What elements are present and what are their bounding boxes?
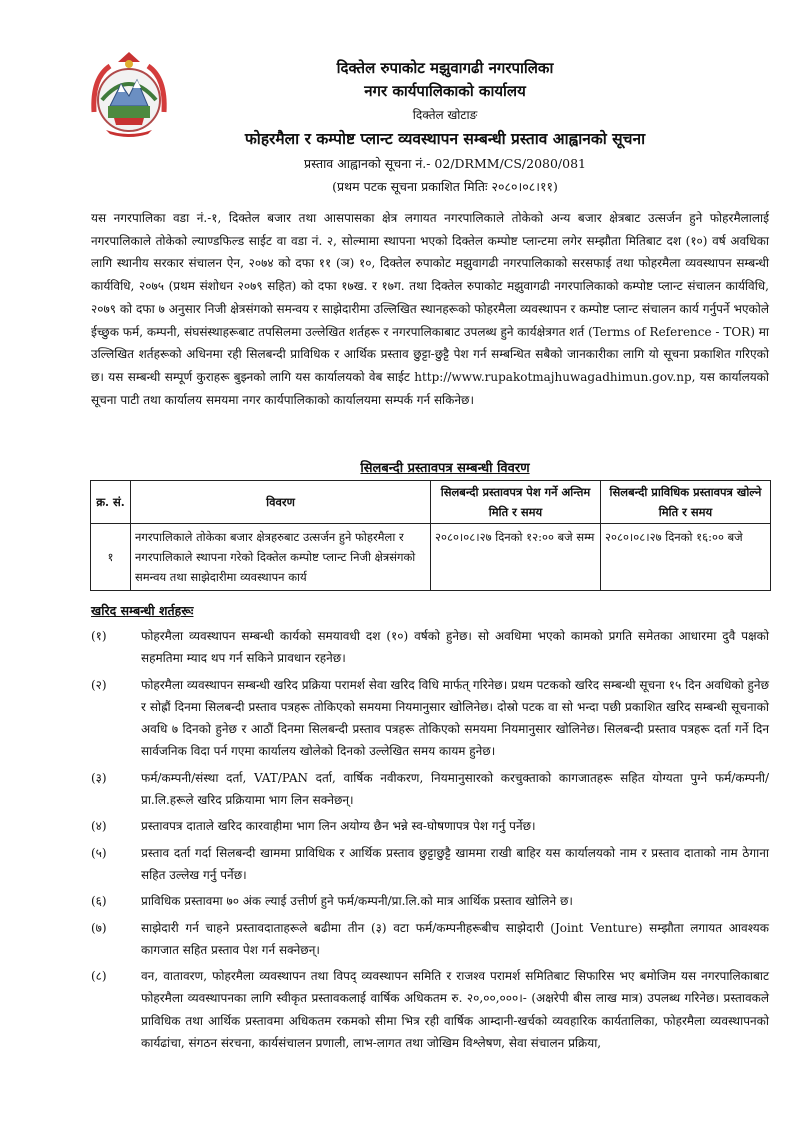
term-text: प्राविधिक प्रस्तावमा ७० अंक ल्याई उत्तीर्ण हुने फर्म/कम्पनी/प्रा.लि.को मात्र आर्थिक प्रस्ताव खोलिने छ। — [141, 894, 573, 909]
table-row — [91, 524, 771, 591]
term-text: प्रस्ताव दर्ता गर्दा सिलबन्दी खाममा प्राविधिक र आर्थिक प्रस्ताव छुट्टाछुट्टै खाममा राखी बाहिर यस कार्यालयको नाम र प्रस्ताव दाताको नाम ठेगाना सहित उल्लेख गर्नु पर्नेछ। — [141, 845, 769, 882]
term-text: फोहरमैला व्यवस्थापन सम्बन्धी कार्यको समयावधी दश (१०) वर्षको हुनेछ। सो अवधिमा भएको कामको प्रगति समेतका आधारमा दुवै पक्षको सहमतिमा म्याद थप गर्न सकिने प्रावधान रहनेछ। — [141, 629, 769, 666]
row-submission: २०८०।०८।२७ दिनको १२:०० बजे सम्म — [431, 524, 601, 591]
office-name: नगर कार्यपालिकाको कार्यालय — [364, 82, 526, 100]
header-submission: सिलबन्दी प्रस्तावपत्र पेश गर्ने अन्तिम मिति र समय — [431, 481, 601, 524]
municipality-name: दिक्तेल रुपाकोट मझुवागढी नगरपालिका — [336, 59, 554, 77]
term-number: (८) — [91, 969, 107, 984]
notice-number: प्रस्ताव आह्वानको सूचना नं.- 02/DRMM/CS/2080/081 — [303, 156, 587, 171]
term-number: (१) — [91, 629, 107, 643]
list-item — [91, 674, 769, 763]
term-text: प्रस्तावपत्र दाताले खरिद कारवाहीमा भाग लिन अयोग्य छैन भन्ने स्व-घोषणापत्र पेश गर्नु पर्नेछ। — [141, 819, 536, 834]
list-item — [91, 965, 769, 1054]
term-text: फर्म/कम्पनी/संस्था दर्ता, VAT/PAN दर्ता, वार्षिक नवीकरण, नियमानुसारको करचुक्ताको कागजातहरू सहित योग्यता पुग्ने फर्म/कम्पनी/प्रा.लि.हरूले खरिद प्रक्रियामा भाग लिन सक्नेछन्। — [141, 770, 769, 808]
list-item — [91, 625, 769, 670]
terms-title: खरिद सम्बन्धी शर्तहरूः — [91, 603, 194, 618]
row-description: नगरपालिकाले तोकेका बजार क्षेत्रहरुबाट उत्सर्जन हुने फोहरमैला र नगरपालिकाले स्थापना गरेको दिक्तेल कम्पोष्ट प्लान्ट निजी क्षेत्रसंगको समन्वय तथा साझेदारीमा व्यवस्थापन कार्य — [131, 524, 431, 591]
header-description: विवरण — [131, 481, 431, 524]
term-number: (६) — [91, 894, 107, 909]
office-location: दिक्तेल खोटाङ — [412, 108, 478, 122]
notice-title: फोहरमैला र कम्पोष्ट प्लान्ट व्यवस्थापन सम्बन्धी प्रस्ताव आह्वानको सूचना — [244, 129, 646, 148]
row-sn: १ — [91, 524, 131, 591]
list-item — [91, 767, 769, 812]
term-number: (३) — [91, 770, 107, 785]
nepal-emblem-icon — [88, 48, 170, 138]
table-title: सिलबन्दी प्रस्तावपत्र सम्बन्धी विवरण — [360, 461, 530, 476]
table-header-row — [91, 481, 771, 524]
term-number: (५) — [91, 845, 107, 860]
list-item — [91, 815, 769, 837]
term-number: (७) — [91, 920, 107, 935]
header-opening: सिलबन्दी प्राविधिक प्रस्तावपत्र खोल्ने मिति र समय — [601, 481, 771, 524]
list-item — [91, 842, 769, 887]
list-item — [91, 917, 769, 962]
term-number: (२) — [91, 677, 107, 692]
publish-date: (प्रथम पटक सूचना प्रकाशित मितिः २०८०।०८।११) — [332, 179, 558, 194]
header-sn: क्र. सं. — [91, 481, 131, 524]
row-opening: २०८०।०८।२७ दिनको १६:०० बजे — [601, 524, 771, 591]
notice-body: यस नगरपालिका वडा नं.-१, दिक्तेल बजार तथा आसपासका क्षेत्र लगायत नगरपालिकाले तोकेको अन्य बजार क्षेत्रबाट उत्सर्जन हुने फोहरमैलालाई नगरपालिकाले तोकेको ल्याण्डफिल्ड साईट वा वडा नं. २, सोल्मामा स्थापना भएको दिक्तेल कम्पोष्ट प्लान्टमा लगेर सम्झौता मितिबाट दश (१०) वर्ष अवधिका लागि स्थानीय सरकार संचालन ऐन, २०७४ को दफा ११ (ञ) १०, दिक्तेल रुपाकोट मझुवागढी नगरपालिकाको सरसफाई तथा फोहरमैला व्यवस्थापन सम्बन्धी कार्यविधि, २०७५ (प्रथम संशोधन २०७९ सहित) को दफा १७ख. र १७ग. तथा दिक्तेल रुपाकोट मझुवागढी नगरपालिकाको कम्पोष्ट प्लान्ट संचालन कार्यविधि, २०७९ को दफा ७ अनुसार निजी क्षेत्रसंगको समन्वय र साझेदारीमा उल्लिखित स्थानहरूको फोहरमैला व्यवस्थापन र कम्पोष्ट प्लान्ट संचालन कार्य गर्नुपर्ने भएकोले ईच्छुक फर्म, कम्पनी, संघसंस्थाहरूबाट तपसिलमा उल्लेखित शर्तहरू र नगरपालिकाबाट उपलब्ध हुने कार्यक्षेत्रगत शर्त (Terms of Reference - TOR) मा उल्लिखित शर्तहरूको अधिनमा रही सिलबन्दी प्राविधिक र आर्थिक प्रस्ताव छुट्टा-छुट्टै पेश गर्न सम्बन्धित सबैको जानकारीका लागि यो सूचना प्रकाशित गरिएको छ। यस सम्बन्धी सम्पूर्ण कुराहरू बुझ्नको लागि यस कार्यालयको वेब साईट http://www.rupakotmajhuwagadhimun.gov.np, यस कार्यालयको सूचना पाटी तथा कार्यालय समयमा नगर कार्यपालिकाको कार्यालयमा सम्पर्क गर्न सकिनेछ। — [91, 211, 769, 407]
terms-list — [91, 625, 769, 1058]
bid-schedule-table — [90, 480, 771, 591]
term-text: साझेदारी गर्न चाहने प्रस्तावदाताहरूले बढीमा तीन (३) वटा फर्म/कम्पनीहरूबीच साझेदारी (Joint Venture) सम्झौता लगायत आवश्यक कागजात सहित प्रस्ताव पेश गर्न सक्नेछन्। — [141, 920, 769, 957]
term-text: फोहरमैला व्यवस्थापन सम्बन्धी खरिद प्रक्रिया परामर्श सेवा खरिद विधि मार्फत् गरिनेछ। प्रथम पटकको खरिद सम्बन्धी सूचना १५ दिन अवधिको हुनेछ र सोह्रौं दिनमा सिलबन्दी प्रस्ताव पत्रहरू तोकिएको समयमा नियमानुसार खोलिनेछ। दोस्रो पटक वा सो भन्दा पछी प्रकाशित खरिद सम्बन्धी सूचनाको अवधि ७ दिनको हुनेछ र आठौं दिनमा सिलबन्दी प्रस्ताव पत्रहरू तोकिएको समयमा नियमानुसार खोलिनेछ। सिलबन्दी प्रस्ताव पत्रहरू दर्ता गर्ने दिन सार्वजनिक विदा पर्न गएमा कार्यालय खोलेको दिनको उल्लेखित समय कायम हुनेछ। — [141, 677, 769, 759]
term-number: (४) — [91, 819, 107, 834]
term-text: वन, वातावरण, फोहरमैला व्यवस्थापन तथा विपद् व्यवस्थापन समिति र राजश्व परामर्श समितिबाट सिफारिस भए बमोजिम यस नगरपालिकाबाट फोहरमैला व्यवस्थापनका लागि स्वीकृत प्रस्तावकलाई वार्षिक अधिकतम रु. २०,००,०००।- (अक्षरेपी बीस लाख मात्र) उपलब्ध गरिनेछ। प्रस्तावकले प्राविधिक तथा आर्थिक प्रस्तावमा अधिकतम रकमको सीमा भित्र रही वार्षिक आम्दानी-खर्चको व्यवहारिक कार्यतालिका, फोहरमैला व्यवस्थापनको कार्यढांचा, संगठन संरचना, कार्यसंचालन प्रणाली, लाभ-लागत तथा जोखिम विश्लेषण, सेवा संचालन प्रक्रिया, — [141, 969, 769, 1051]
list-item — [91, 890, 769, 912]
